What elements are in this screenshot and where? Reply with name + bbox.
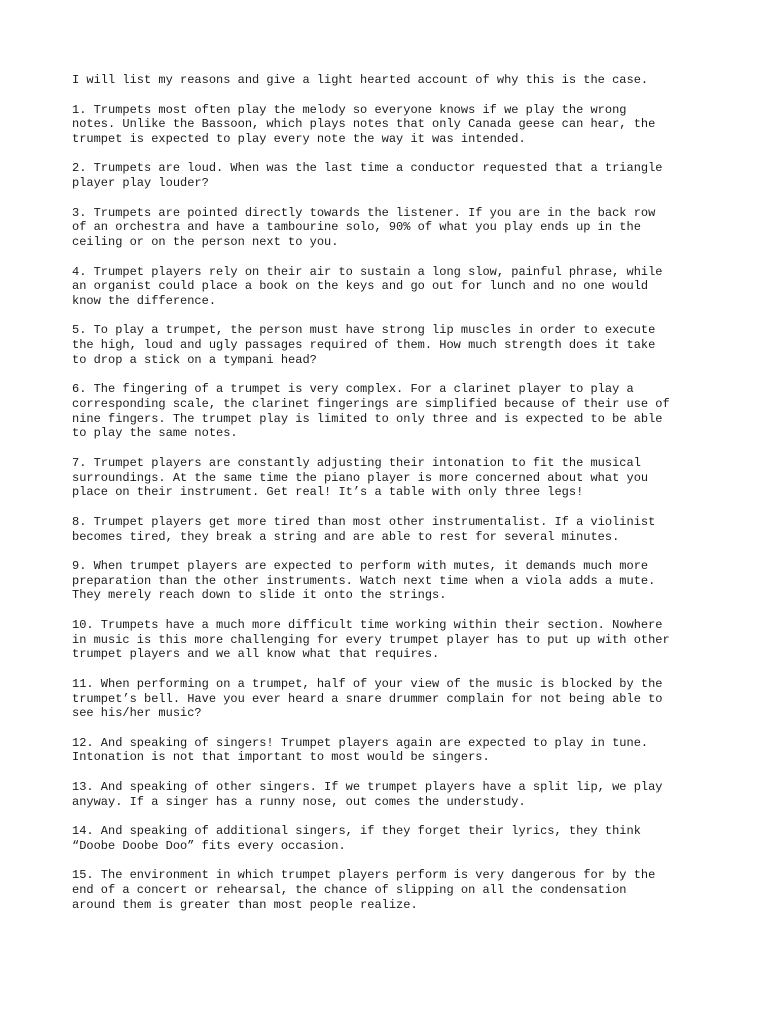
reason-13: 13. And speaking of other singers. If we trumpet players have a split lip, we play anyway. If a singer has a runny nose, out comes the understudy. [72,779,663,809]
document-body [72,73,702,927]
reason-9: 9. When trumpet players are expected to perform with mutes, it demands much more preparation than the other instruments. Watch next time when a viola adds a mute. They merely reach down to slide it onto the strings. [72,559,656,603]
reason-3: 3. Trumpets are pointed directly towards the listener. If you are in the back row of an orchestra and have a tambourine solo, 90% of what you play ends up in the ceiling or on the person next to you. [72,205,656,250]
reason-5: 5. To play a trumpet, the person must have strong lip muscles in order to execute the high, loud and ugly passages required of them. How much strength does it take to drop a stick on a tympani head? [72,323,656,367]
reason-12: 12. And speaking of singers! Trumpet players again are expected to play in tune. Intonation is not that important to most would be singers. [72,735,649,765]
reason-2: 2. Trumpets are loud. When was the last time a conductor requested that a triangle player play louder? [72,161,663,191]
reason-6: 6. The fingering of a trumpet is very complex. For a clarinet player to play a corresponding scale, the clarinet fingerings are simplified because of their use of nine fingers. The trumpet play is limited to only three and is expected to be able to play the same notes. [72,382,670,441]
reason-7: 7. Trumpet players are constantly adjusting their intonation to fit the musical surroundings. At the same time the piano player is more concerned about what you place on their instrument. Get real! It’s a table with only three legs! [72,455,649,500]
reason-8: 8. Trumpet players get more tired than most other instrumentalist. If a violinist becomes tired, they break a string and are able to rest for several minutes. [72,514,656,544]
reason-10: 10. Trumpets have a much more difficult time working within their section. Nowhere in music is this more challenging for every trumpet player has to put up with other trumpet players and we all know what that requires. [72,617,670,662]
reason-11: 11. When performing on a trumpet, half of your view of the music is blocked by the trumpet’s bell. Have you ever heard a snare drummer complain for not being able to see his/her music? [72,676,663,721]
reason-1: 1. Trumpets most often play the melody so everyone knows if we play the wrong notes. Unlike the Bassoon, which plays notes that only Canada geese can hear, the trumpet is expected to play every note the way it was intended. [72,102,656,146]
reason-14: 14. And speaking of additional singers, if they forget their lyrics, they think “Doobe Doobe Doo” fits every occasion. [72,824,641,853]
reason-15: 15. The environment in which trumpet players perform is very dangerous for by the end of a concert or rehearsal, the chance of slipping on all the condensation around them is greater than most people realize. [72,868,656,912]
intro-paragraph: I will list my reasons and give a light hearted account of why this is the case. [72,73,649,87]
reason-4: 4. Trumpet players rely on their air to sustain a long slow, painful phrase, while an organist could place a book on the keys and go out for lunch and no one would know the difference. [72,264,663,308]
